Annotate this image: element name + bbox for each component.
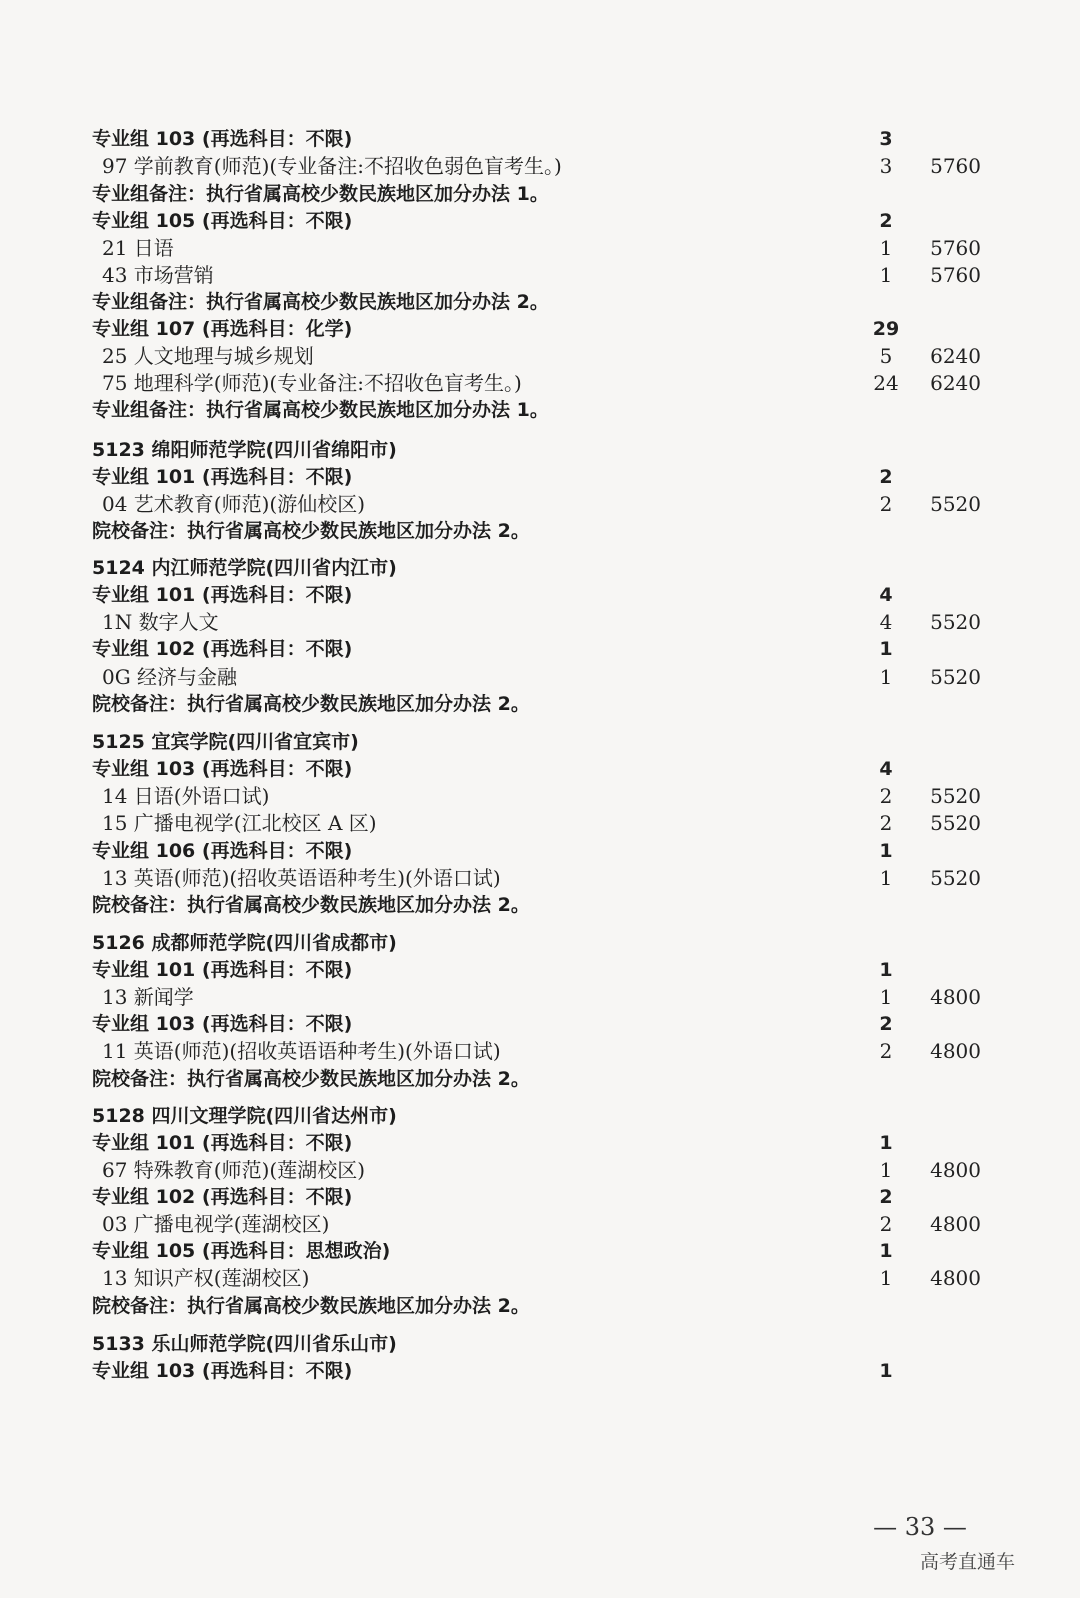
tuition-fee: 4800 <box>930 985 981 1009</box>
major-row <box>0 1211 1080 1238</box>
tuition-fee: 5760 <box>930 154 981 178</box>
row-text: 21 日语 <box>102 236 174 260</box>
major-group-row <box>0 126 1080 153</box>
row-text: 15 广播电视学(江北校区 A 区) <box>102 811 377 835</box>
row-text: 专业组 106 (再选科目：不限) <box>92 840 353 862</box>
remark-row <box>0 892 1080 919</box>
row-text: 专业组 103 (再选科目：不限) <box>92 1360 353 1382</box>
row-text: 专业组 105 (再选科目：思想政治) <box>92 1240 391 1262</box>
major-group-row <box>0 1358 1080 1385</box>
row-text: 1N 数字人文 <box>102 610 219 634</box>
row-text: 14 日语(外语口试) <box>102 784 270 808</box>
row-text: 专业组备注：执行省属高校少数民族地区加分办法 1。 <box>92 399 549 421</box>
remark-row <box>0 397 1080 424</box>
plan-count: 2 <box>879 1039 893 1063</box>
tuition-fee: 5520 <box>930 866 981 890</box>
major-row <box>0 810 1080 837</box>
row-text: 专业组 105 (再选科目：不限) <box>92 210 353 232</box>
row-text: 5123 绵阳师范学院(四川省绵阳市) <box>92 439 397 461</box>
plan-count: 2 <box>879 811 893 835</box>
major-group-row <box>0 582 1080 609</box>
plan-count: 1 <box>879 665 893 689</box>
major-row <box>0 370 1080 397</box>
row-text: 专业组 102 (再选科目：不限) <box>92 1186 353 1208</box>
tuition-fee: 5760 <box>930 263 981 287</box>
school-heading <box>0 729 1080 756</box>
row-text: 13 英语(师范)(招收英语语种考生)(外语口试) <box>102 866 501 890</box>
plan-count: 2 <box>879 1186 893 1208</box>
school-heading <box>0 1103 1080 1130</box>
tuition-fee: 4800 <box>930 1212 981 1236</box>
tuition-fee: 4800 <box>930 1158 981 1182</box>
major-row <box>0 664 1080 691</box>
plan-count: 1 <box>879 985 893 1009</box>
major-row <box>0 1265 1080 1292</box>
row-text: 03 广播电视学(莲湖校区) <box>102 1212 330 1236</box>
row-text: 专业组 101 (再选科目：不限) <box>92 584 353 606</box>
row-text: 专业组 101 (再选科目：不限) <box>92 1132 353 1154</box>
tuition-fee: 5760 <box>930 236 981 260</box>
plan-count: 1 <box>879 236 893 260</box>
plan-count: 5 <box>879 344 893 368</box>
major-group-row <box>0 1184 1080 1211</box>
row-text: 专业组 103 (再选科目：不限) <box>92 758 353 780</box>
plan-count: 1 <box>879 840 893 862</box>
plan-count: 1 <box>879 263 893 287</box>
major-group-row <box>0 957 1080 984</box>
tuition-fee: 5520 <box>930 665 981 689</box>
tuition-fee: 4800 <box>930 1266 981 1290</box>
plan-count: 1 <box>879 1132 893 1154</box>
school-heading <box>0 1331 1080 1358</box>
row-text: 专业组 101 (再选科目：不限) <box>92 959 353 981</box>
plan-count: 1 <box>879 638 893 660</box>
major-row <box>0 491 1080 518</box>
tuition-fee: 5520 <box>930 811 981 835</box>
major-group-row <box>0 208 1080 235</box>
major-row <box>0 262 1080 289</box>
plan-count: 29 <box>872 318 900 340</box>
row-text: 5125 宜宾学院(四川省宜宾市) <box>92 731 359 753</box>
major-row <box>0 1038 1080 1065</box>
watermark-text: 高考直通车 <box>920 1551 1016 1573</box>
plan-count: 2 <box>879 1212 893 1236</box>
row-text: 院校备注：执行省属高校少数民族地区加分办法 2。 <box>92 1295 530 1317</box>
row-text: 5128 四川文理学院(四川省达州市) <box>92 1105 397 1127</box>
page-number: — 33 — <box>873 1513 967 1541</box>
row-text: 75 地理科学(师范)(专业备注:不招收色盲考生。) <box>102 371 522 395</box>
remark-row <box>0 1066 1080 1093</box>
row-text: 院校备注：执行省属高校少数民族地区加分办法 2。 <box>92 520 530 542</box>
major-group-row <box>0 1238 1080 1265</box>
plan-count: 4 <box>879 758 893 780</box>
major-row <box>0 783 1080 810</box>
tuition-fee: 5520 <box>930 610 981 634</box>
school-heading <box>0 930 1080 957</box>
major-row <box>0 1157 1080 1184</box>
row-text: 04 艺术教育(师范)(游仙校区) <box>102 492 366 516</box>
plan-count: 2 <box>879 1013 893 1035</box>
row-text: 13 知识产权(莲湖校区) <box>102 1266 310 1290</box>
major-row <box>0 609 1080 636</box>
remark-row <box>0 1293 1080 1320</box>
row-text: 13 新闻学 <box>102 985 194 1009</box>
row-text: 5133 乐山师范学院(四川省乐山市) <box>92 1333 397 1355</box>
row-text: 67 特殊教育(师范)(莲湖校区) <box>102 1158 366 1182</box>
row-text: 专业组备注：执行省属高校少数民族地区加分办法 2。 <box>92 291 549 313</box>
major-group-row <box>0 838 1080 865</box>
plan-count: 4 <box>879 610 893 634</box>
major-group-row <box>0 756 1080 783</box>
row-text: 5126 成都师范学院(四川省成都市) <box>92 932 397 954</box>
major-group-row <box>0 316 1080 343</box>
plan-count: 3 <box>879 128 893 150</box>
row-text: 25 人文地理与城乡规划 <box>102 344 314 368</box>
major-group-row <box>0 1011 1080 1038</box>
tuition-fee: 4800 <box>930 1039 981 1063</box>
row-text: 专业组备注：执行省属高校少数民族地区加分办法 1。 <box>92 183 549 205</box>
row-text: 11 英语(师范)(招收英语语种考生)(外语口试) <box>102 1039 501 1063</box>
tuition-fee: 5520 <box>930 784 981 808</box>
plan-count: 1 <box>879 1158 893 1182</box>
tuition-fee: 6240 <box>930 371 981 395</box>
plan-count: 2 <box>879 784 893 808</box>
row-text: 97 学前教育(师范)(专业备注:不招收色弱色盲考生。) <box>102 154 562 178</box>
remark-row <box>0 181 1080 208</box>
remark-row <box>0 289 1080 316</box>
plan-count: 3 <box>879 154 893 178</box>
row-text: 专业组 101 (再选科目：不限) <box>92 466 353 488</box>
row-text: 院校备注：执行省属高校少数民族地区加分办法 2。 <box>92 1068 530 1090</box>
row-text: 专业组 103 (再选科目：不限) <box>92 1013 353 1035</box>
major-row <box>0 984 1080 1011</box>
plan-count: 4 <box>879 584 893 606</box>
major-group-row <box>0 636 1080 663</box>
remark-row <box>0 518 1080 545</box>
major-group-row <box>0 464 1080 491</box>
school-heading <box>0 437 1080 464</box>
major-row <box>0 343 1080 370</box>
major-row <box>0 235 1080 262</box>
plan-count: 1 <box>879 1266 893 1290</box>
plan-count: 2 <box>879 210 893 232</box>
row-text: 院校备注：执行省属高校少数民族地区加分办法 2。 <box>92 894 530 916</box>
row-text: 专业组 107 (再选科目：化学) <box>92 318 353 340</box>
plan-count: 1 <box>879 866 893 890</box>
major-row <box>0 865 1080 892</box>
tuition-fee: 6240 <box>930 344 981 368</box>
plan-count: 2 <box>879 466 893 488</box>
row-text: 43 市场营销 <box>102 263 214 287</box>
plan-count: 1 <box>879 1240 893 1262</box>
plan-count: 2 <box>879 492 893 516</box>
plan-count: 1 <box>879 959 893 981</box>
school-heading <box>0 555 1080 582</box>
major-row <box>0 153 1080 180</box>
plan-count: 1 <box>879 1360 893 1382</box>
tuition-fee: 5520 <box>930 492 981 516</box>
remark-row <box>0 691 1080 718</box>
plan-count: 24 <box>873 371 899 395</box>
row-text: 0G 经济与金融 <box>102 665 238 689</box>
major-group-row <box>0 1130 1080 1157</box>
row-text: 5124 内江师范学院(四川省内江市) <box>92 557 397 579</box>
row-text: 院校备注：执行省属高校少数民族地区加分办法 2。 <box>92 693 530 715</box>
row-text: 专业组 102 (再选科目：不限) <box>92 638 353 660</box>
row-text: 专业组 103 (再选科目：不限) <box>92 128 353 150</box>
